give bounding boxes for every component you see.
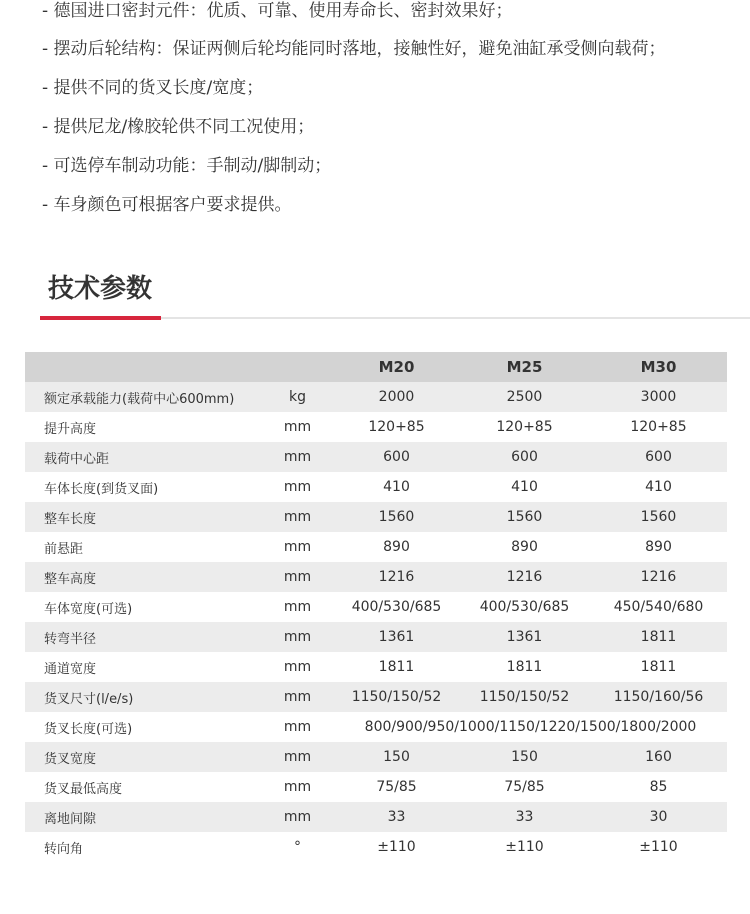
- param-value: 2000: [334, 382, 459, 412]
- param-name: 货叉长度(可选): [44, 721, 133, 737]
- feature-item: - 德国进口密封元件：优质、可靠、使用寿命长、密封效果好；: [42, 1, 513, 21]
- table-row: [25, 412, 727, 442]
- table-row: [25, 832, 727, 862]
- param-value: 600: [334, 442, 459, 472]
- param-value: 450/540/680: [613, 599, 704, 615]
- table-row: [25, 502, 727, 532]
- table-row: [25, 622, 727, 652]
- param-value: 400/530/685: [351, 599, 442, 615]
- param-value: 410: [511, 479, 538, 495]
- param-unit: mm: [283, 539, 312, 555]
- param-unit: °: [294, 839, 301, 855]
- param-value: 890: [645, 539, 672, 555]
- param-value: 1560: [334, 502, 459, 532]
- param-value: ±110: [377, 839, 416, 855]
- param-value: 1216: [334, 562, 459, 592]
- param-name: 整车长度: [25, 502, 261, 532]
- header-cell: [261, 352, 334, 382]
- param-name: 离地间隙: [25, 802, 261, 832]
- param-name: 车体宽度(可选): [44, 601, 133, 617]
- param-name: 额定承载能力(载荷中心600mm): [25, 382, 261, 412]
- param-value: 1811: [378, 659, 415, 675]
- table-row: [25, 742, 727, 772]
- param-value: ±110: [639, 839, 678, 855]
- param-name: 提升高度: [44, 421, 97, 437]
- feature-item: - 提供不同的货叉长度/宽度；: [42, 78, 264, 98]
- table-row: [25, 442, 727, 472]
- param-value: 120+85: [496, 419, 553, 435]
- param-value: 75/85: [504, 779, 545, 795]
- table-row: [25, 382, 727, 412]
- param-name: 前悬距: [44, 541, 84, 557]
- param-name: 货叉最低高度: [44, 781, 123, 797]
- param-value: 120+85: [630, 419, 687, 435]
- param-value: 1811: [590, 622, 727, 652]
- feature-item: - 摆动后轮结构：保证两侧后轮均能同时落地，接触性好，避免油缸承受侧向载荷；: [42, 39, 666, 59]
- param-value: 150: [334, 742, 459, 772]
- table-body: [25, 382, 727, 862]
- table-row: [25, 532, 727, 562]
- param-name: 转弯半径: [25, 622, 261, 652]
- param-value: 160: [590, 742, 727, 772]
- param-value: 120+85: [368, 419, 425, 435]
- param-unit: mm: [261, 502, 334, 532]
- param-value: 1150/150/52: [459, 682, 590, 712]
- param-value-merged: 800/900/950/1000/1150/1220/1500/1800/2000: [364, 719, 697, 735]
- param-value: 1216: [459, 562, 590, 592]
- table-row: [25, 592, 727, 622]
- table-row: [25, 772, 727, 802]
- param-value: 1150/150/52: [334, 682, 459, 712]
- param-value: 33: [459, 802, 590, 832]
- param-value: 3000: [590, 382, 727, 412]
- param-name: 货叉尺寸(l/e/s): [25, 682, 261, 712]
- param-value: 400/530/685: [479, 599, 570, 615]
- param-value: 890: [383, 539, 410, 555]
- param-name: 转向角: [44, 841, 84, 857]
- param-value: 33: [334, 802, 459, 832]
- param-name: 车体长度(到货叉面): [44, 481, 159, 497]
- table-row: [25, 472, 727, 502]
- param-value: 1811: [640, 659, 677, 675]
- param-unit: mm: [283, 479, 312, 495]
- param-value: 410: [645, 479, 672, 495]
- header-cell: M25: [459, 352, 590, 382]
- param-unit: mm: [283, 719, 312, 735]
- param-unit: mm: [283, 599, 312, 615]
- param-unit: mm: [261, 442, 334, 472]
- param-value: 1361: [459, 622, 590, 652]
- param-name: 通道宽度: [44, 661, 97, 677]
- param-value: 85: [649, 779, 668, 795]
- param-value: 1560: [590, 502, 727, 532]
- param-name: 整车高度: [25, 562, 261, 592]
- table-row: [25, 802, 727, 832]
- spec-table: [25, 352, 727, 862]
- param-unit: mm: [261, 682, 334, 712]
- param-value: 2500: [459, 382, 590, 412]
- header-cell: M30: [590, 352, 727, 382]
- param-value: 1361: [334, 622, 459, 652]
- param-value: 1811: [506, 659, 543, 675]
- param-value: ±110: [505, 839, 544, 855]
- feature-item: - 车身颜色可根据客户要求提供。: [42, 195, 292, 215]
- param-unit: mm: [261, 802, 334, 832]
- title-accent-bar: [40, 316, 161, 320]
- table-header-row: [25, 352, 727, 382]
- param-value: 890: [511, 539, 538, 555]
- param-value: 1150/160/56: [590, 682, 727, 712]
- param-value: 150: [459, 742, 590, 772]
- param-unit: mm: [283, 419, 312, 435]
- param-value: 600: [459, 442, 590, 472]
- param-value: 30: [590, 802, 727, 832]
- table-row: [25, 562, 727, 592]
- table-row: [25, 682, 727, 712]
- param-value: 1560: [459, 502, 590, 532]
- param-unit: mm: [261, 562, 334, 592]
- param-unit: mm: [261, 622, 334, 652]
- table-row: [25, 712, 727, 742]
- param-name: 载荷中心距: [25, 442, 261, 472]
- param-value: 1216: [590, 562, 727, 592]
- param-unit: mm: [283, 779, 312, 795]
- param-unit: mm: [261, 742, 334, 772]
- param-unit: mm: [283, 659, 312, 675]
- table-row: [25, 652, 727, 682]
- header-cell: [25, 352, 261, 382]
- feature-item: - 提供尼龙/橡胶轮供不同工况使用；: [42, 117, 315, 137]
- param-value: 600: [590, 442, 727, 472]
- feature-item: - 可选停车制动功能：手制动/脚制动；: [42, 156, 332, 176]
- header-cell: M20: [334, 352, 459, 382]
- param-name: 货叉宽度: [25, 742, 261, 772]
- param-value: 410: [383, 479, 410, 495]
- section-title: 技术参数: [48, 274, 153, 304]
- param-unit: kg: [261, 382, 334, 412]
- param-value: 75/85: [376, 779, 417, 795]
